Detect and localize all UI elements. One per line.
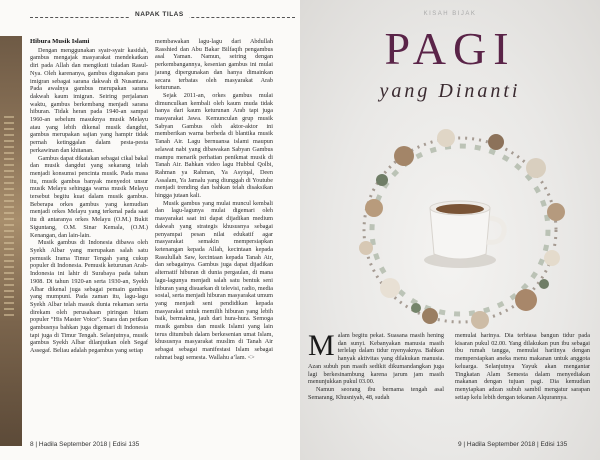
left-column-2 [155, 38, 273, 362]
article-subtitle: yang Dinanti [379, 80, 521, 102]
section-tag: NAPAK TILAS [130, 11, 189, 18]
drop-cap: M [308, 329, 335, 362]
paragraph: membawakan lagu-lagu dari Abdullah Rasshied dan Abu Bakar Bilfaqih pengambus asal Yaman. Namun, seiring dengan perkembangannya, kesenian gambus ini mulai jarang dipergunakan dan hanya dimainkan secara terbatas oleh masyarakat Arab keturunan. [155, 38, 273, 92]
paragraph: Dengan menggunakan syair-syair kasidah, gambus mengajak masyarakat mendekatkan diri pada Allah dan mengikuti tuladan Rasul-Nya. Oleh karenanya, gambus digunakan para imigran sebagai sarana dakwah di Nusantara. Pada awalnya gambus merupakan sarana dakwah kaum imigran. Seiring perjalanan waktu, gambus berkembang menjadi sarana hiburan. Tidak heran pada 1940-an sampai 1960-an sebelum masuknya musik Melayu atau yang lebih dikenal musik dangdut, gambus merupakan sajian yang hampir tidak pernah ketinggalan dalam pesta-pesta perkawinan dan khitanan. [30, 46, 148, 154]
right-column-2 [455, 332, 590, 401]
page-footer-right: 9 | Hadila September 2018 | Edisi 135 [458, 441, 568, 448]
paragraph [308, 329, 444, 386]
gambus-instrument-photo [0, 36, 22, 446]
paragraph: Gambus dapat dikatakan sebagai cikal bakal dan musik dangdut yang sekarang telah menjadi konsumsi pencinta musik. Pada masa itu, musik gambus banyak menyedot unsur musik Melayu sehingga warna musik Melayu tersebut begitu kuat dalam musik gambus. Beberapa orkes gambus yang kemudian menjadi orkes Melayu yang terkenal pada saat itu di antaranya orkes Melayu (O.M.) Bukit Siguntang, O.M. Sinar Kemala, (O.M.) Kenangan, dan lain-lain. [30, 154, 148, 239]
right-column-1 [308, 329, 444, 401]
coffee-mug [424, 201, 504, 268]
rubric-label: KISAH BIJAK [423, 11, 477, 17]
coffee-wreath-photo [330, 112, 590, 342]
paragraph: memulai harinya. Dia terbiasa bangun tidur pada kisaran pukul 02.00. Yang dilakukan pun ibu sebagai ibu rumah tangga, memulai hariinya dengan mempersiapkan aneka menu makanan untuk anggota keluarga. Selanjutnya Yayuk akan mengantar Tingkatan Alam Semesta dalam menyediakan makanan dengan tujuan pagi. Dia kemudian menyiapkan adzan subuh sambil mengatur sarapan setiap kelu lebih dengan tekanan Alqurannya. [455, 332, 590, 401]
left-column-1 [30, 38, 148, 355]
subheading: Hibura Musik Islami [30, 38, 90, 45]
page-footer-left: 8 | Hadila September 2018 | Edisi 135 [30, 441, 140, 448]
paragraph: Musik gambus yang mulai muncul kembali dan lagu-lagunya mulai digemari oleh masyarakat saat ini dapat dijadikan medium dakwah yang strategis khususnya sebagai penyampai pesan nilai edukatif agar masyarakat semakin mempersiapkan ketenangan kepada Allah, kecintaan kepada Rasulullah Saw, kecintaan kepada Tanah Air, dan sebagainya. Gambus juga dapat dijadikan alternatif hiburan di dunia pergaulan, di mana lagu-lagunya menjadi salah satu bentuk seni hiburan yang disuarkan di televisi, radio, media sosial, serta menjadi hiburan masyarakat umum yang menjadi seni pendidikan kepada masyarakat untuk memilih hiburan yang lebih baik, bermakna, jauh dari hura-hura. Semoga musik gambus dan musik Islami yang lain terus ditumbuh dalam berkesenian umat Islam, khususnya masyarakat muslim di Tanah Air sebagai sebagai manifestasi Islam sebagai rahmat bagi semesta. Wallahu a’lam. <> [155, 199, 273, 361]
paragraph: Namun seorang ibu bernama tengah asal Semarang, Khusniyah, 48, sudah [308, 385, 444, 401]
paragraph-text: alam begitu pekat. Suasana masih hening dan sunyi. Kebanyakan manusia masih terlelap dalam tidur nyenyaknya. Bahkan hanyak aktivitas yang dilakukan manusia. Azan subuh pun masih sedikit dikumandangkan juga lagi berkesinambung karena jarum jam masih menunjukkan pukul 03.00. [308, 332, 444, 386]
paragraph: Musik gambus di Indonesia dibawa oleh Syekh Albar yang merupakan salah satu pemusik Irama Timur Tengah yang cukup populer di Indonesia. Pemusik keturunan Arab-Indonesia ini lahir di Surabaya pada tahun 1908. Di tahun 1920-an serta 1930-an, Syekh Albar dikenal juga sebagai pemain gambus yang mumpuni. Pada zaman itu, lagu-lagu Syekh Albar telah masuk dunia rekaman serta direkam oleh perusahaan piringan hitam populer “His Master Voice”. Suara dan petikan gambusnya bahkan juga digemari di Indonesia tapi juga di Timur Tengah. Selanjutnya, musik gambus Syekh Albar dilanjutkan oleh Segaf Assegaf. Beliau adalah pegambus yang setiap [30, 239, 148, 355]
paragraph: Sejak 2011-an, orkes gambus mulai dimunculkan kembali oleh kaum muda tidak hanya dari kaum keturunan Arab tapi juga masyarakat Jawa. Kemunculan grup musik Sabyan Gambus oleh aktor-aktor ini memberikan warna berbeda di blantika musik Tanah Air. Lagu bernuansa islami maupun selawat nabi yang dibawakan Sabyan Gambus mampu menarik perhatian penikmat musik di Tanah Air. Bahkan video lagu Hubbul Qolbi, Rahman ya Rahman, Ya Asyiqal, Deen Assalam, Ya Jamalu yang diunggah di Youtube menjadi trending dan bahkan telah disaksikan hingga jutaan kali. [155, 91, 273, 200]
article-title: PAGI [384, 23, 516, 74]
